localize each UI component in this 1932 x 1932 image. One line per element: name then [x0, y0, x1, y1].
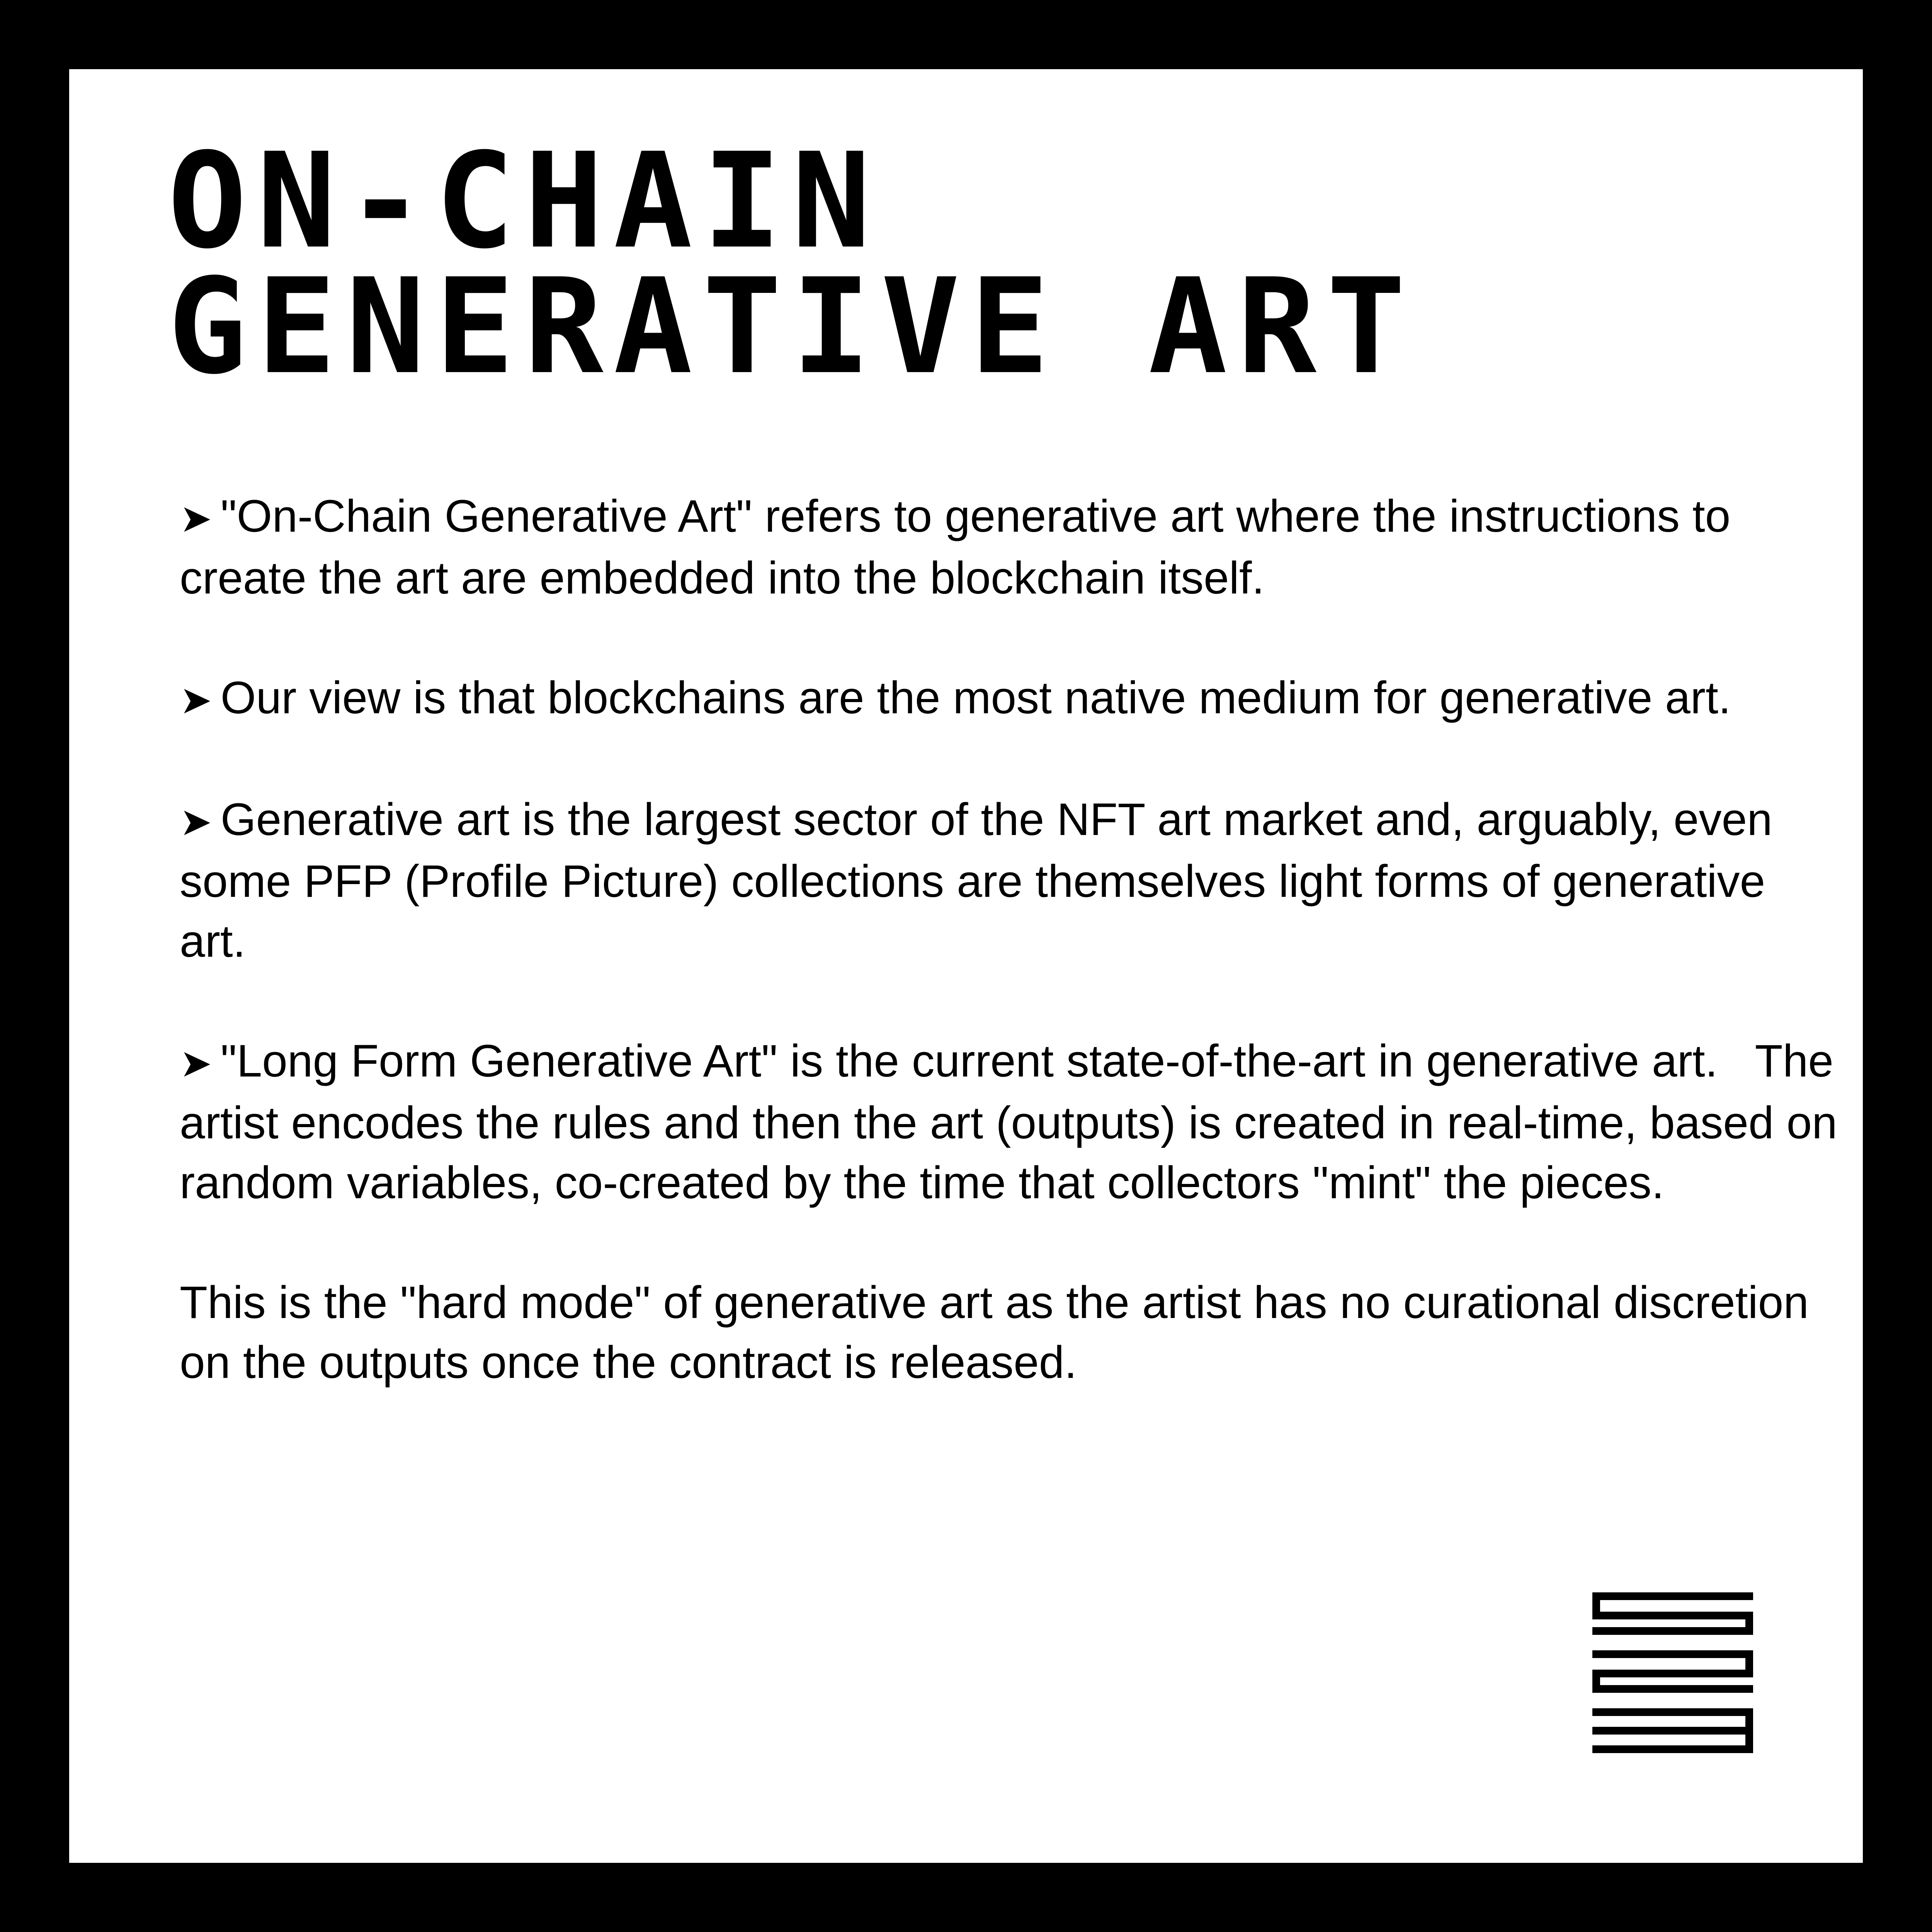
paragraph-text: This is the "hard mode" of generative art as the artist has no curational discretion on the outputs once the contract is released. [180, 1277, 1821, 1388]
paragraph-text: Generative art is the largest sector of the NFT art market and, arguably, even some PFP (Profile Picture) collections are themselves light forms of generative art. [180, 794, 1785, 967]
paragraph-text: "Long Form Generative Art" is the current state-of-the-art in generative art. The artist encodes the rules and then the art (outputs) is created in real-time, based on random variables, co-created by the time that collectors "mint" the pieces. [180, 1036, 1850, 1208]
title-line-2: GENERATIVE ART [168, 250, 1416, 403]
arrow-bullet-icon: ➤ [180, 677, 212, 723]
paragraph-text: "On-Chain Generative Art" refers to generative art where the instructions to create the art are embedded into the blockchain itself. [180, 491, 1743, 604]
body-text [180, 486, 1850, 1452]
title-line-1: ON-CHAIN [168, 125, 881, 278]
page-title [168, 125, 1791, 403]
arrow-bullet-icon: ➤ [180, 1041, 212, 1086]
content-card [69, 69, 1863, 1863]
paragraph-3 [180, 790, 1841, 971]
paragraph-1 [180, 486, 1841, 608]
paragraph-5 [180, 1273, 1841, 1393]
paragraph-text: Our view is that blockchains are the most native medium for generative art. [220, 672, 1731, 723]
paragraph-2 [180, 668, 1841, 730]
paragraph-4 [180, 1031, 1850, 1213]
arrow-bullet-icon: ➤ [180, 799, 212, 844]
arrow-bullet-icon: ➤ [180, 496, 212, 541]
523-glyph-logo-icon [1592, 1592, 1753, 1753]
